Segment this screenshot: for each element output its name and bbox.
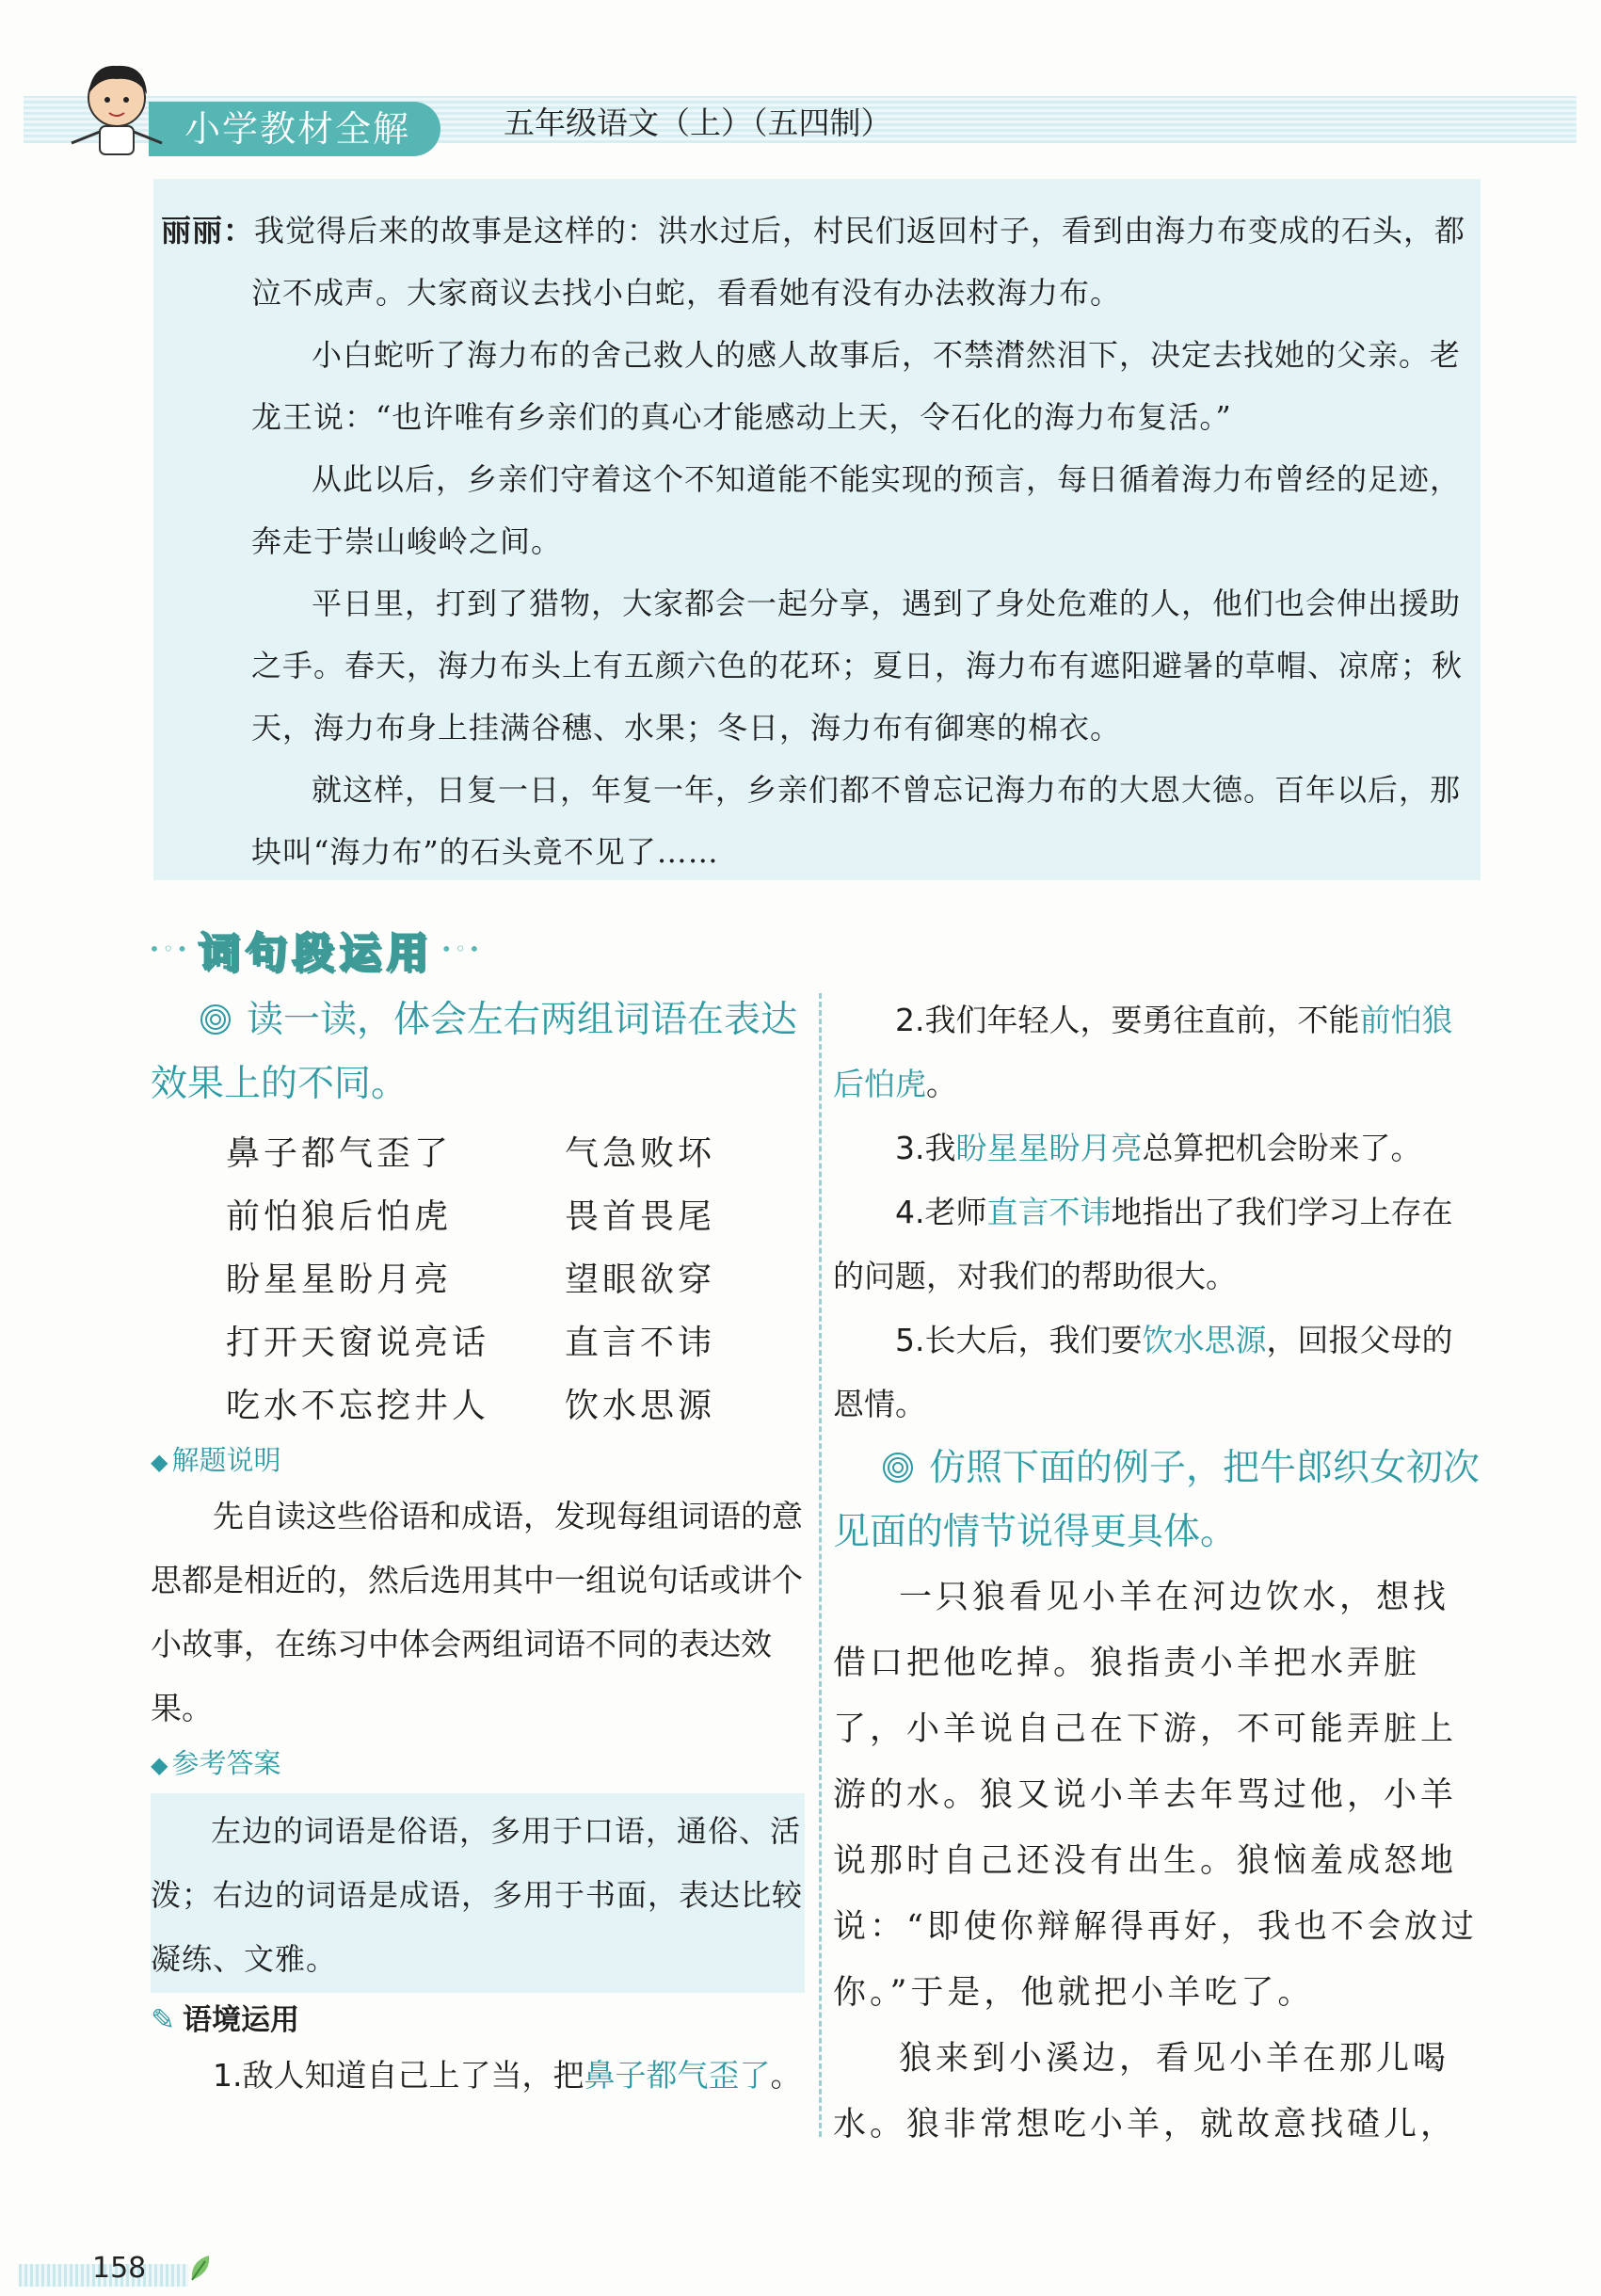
word-pair-row	[226, 1248, 805, 1311]
sentence-3-post: 总算把机会盼来了。	[1142, 1130, 1422, 1166]
sentence-5-post: ，回报父母的恩情。	[833, 1322, 1453, 1422]
question-2-heading	[833, 1437, 1482, 1565]
idiom: 饮水思源	[565, 1387, 716, 1425]
story-text-1: 我觉得后来的故事是这样的：洪水过后，村民们返回村子，看到由海力布变成的石头，都泣不成声。大家商议去找小白蛇，看看她有没有办法救海力布。	[251, 213, 1466, 311]
spiral-icon	[200, 1003, 232, 1036]
answer-tag-text: 参考答案	[171, 1747, 281, 1779]
page-number: 158	[92, 2252, 147, 2285]
sentence-1-pre: 1.敌人知道自己上了当，把	[213, 2057, 584, 2094]
sentence-2-pre: 2.我们年轻人，要勇往直前，不能	[895, 1002, 1360, 1038]
story-paragraph-1	[161, 200, 1469, 324]
sentence-4-highlight: 直言不讳	[986, 1194, 1112, 1230]
explain-tag	[151, 1437, 805, 1485]
question-1-heading	[151, 988, 805, 1116]
spiral-icon	[882, 1452, 914, 1484]
cartoon-boy-icon	[58, 56, 181, 162]
proverb: 盼星星盼月亮	[226, 1260, 453, 1299]
book-title-badge: 小学教材全解	[149, 102, 440, 156]
page-header	[0, 56, 1601, 160]
word-pairs	[226, 1122, 805, 1437]
idiom: 畏首畏尾	[565, 1197, 716, 1236]
dots-decoration-right: •◦•	[440, 938, 483, 960]
column-divider	[819, 993, 822, 2137]
sentence-2-highlight: 前怕狼后怕虎	[833, 1002, 1453, 1102]
sentence-4-pre: 4.老师	[895, 1194, 987, 1230]
answer-text: 左边的词语是俗语，多用于口语，通俗、活泼；右边的词语是成语，多用于书面，表达比较凝练、文雅。	[151, 1813, 804, 1977]
section-title-text: 词句段运用	[198, 929, 434, 977]
pen-icon: ✎	[151, 2003, 175, 2037]
sentence-4-post: 地指出了我们学习上存在的问题，对我们的帮助很大。	[833, 1194, 1453, 1294]
story-paragraph-3: 从此以后，乡亲们守着这个不知道能不能实现的预言，每日循着海力布曾经的足迹，奔走于崇山峻岭之间。	[251, 461, 1462, 559]
sentence-3	[833, 1116, 1482, 1180]
idiom: 望眼欲穿	[565, 1260, 716, 1299]
sentence-5-highlight: 饮水思源	[1142, 1322, 1267, 1358]
sentence-4	[833, 1180, 1482, 1309]
speaker-label: 丽丽：	[161, 213, 255, 249]
sentence-1-post: 。	[770, 2057, 802, 2094]
sentence-1-highlight: 鼻子都气歪了	[584, 2057, 771, 2094]
diamond-icon: ◆	[151, 1449, 168, 1475]
diamond-icon: ◆	[151, 1752, 168, 1778]
proverb: 前怕狼后怕虎	[226, 1197, 453, 1236]
explain-tag-text: 解题说明	[171, 1444, 281, 1476]
section-title	[149, 921, 483, 977]
sentence-2-post: 。	[926, 1066, 957, 1102]
proverb: 吃水不忘挖井人	[226, 1387, 490, 1425]
sentence-1	[151, 2044, 805, 2108]
explain-text: 先自读这些俗语和成语，发现每组词语的意思都是相近的，然后选用其中一组说句话或讲个小故事，在练习中体会两组词语不同的表达效果。	[151, 1498, 803, 1726]
context-tag-text: 语境运用	[182, 2003, 299, 2037]
story-box	[153, 179, 1481, 880]
word-pair-row	[226, 1185, 805, 1248]
word-pair-row	[226, 1374, 805, 1437]
left-column	[151, 988, 805, 2108]
sentence-2	[833, 988, 1482, 1116]
answer-tag	[151, 1741, 805, 1788]
idiom: 直言不讳	[565, 1324, 716, 1362]
right-column	[833, 988, 1482, 2158]
story-paragraph-2: 小白蛇听了海力布的舍己救人的感人故事后，不禁潸然泪下，决定去找她的父亲。老龙王说：“也许唯有乡亲们的真心才能感动上天，令石化的海力布复活。”	[251, 337, 1462, 435]
answer-box	[151, 1793, 805, 1993]
dots-decoration-left: •◦•	[149, 938, 191, 960]
proverb: 鼻子都气歪了	[226, 1134, 453, 1173]
word-pair-row	[226, 1311, 805, 1374]
book-subtitle: 五年级语文（上）（五四制）	[504, 104, 892, 141]
sentence-3-pre: 3.我	[895, 1130, 956, 1166]
story-paragraph-4: 平日里，打到了猎物，大家都会一起分享，遇到了身处危难的人，他们也会伸出援助之手。春天，海力布头上有五颜六色的花环；夏日，海力布有遮阳避暑的草帽、凉席；秋天，海力布身上挂满谷穗、水果；冬日，海力布有御寒的棉衣。	[251, 586, 1464, 746]
sentence-5-pre: 5.长大后，我们要	[895, 1322, 1143, 1358]
question-1-text: 读一读，体会左右两组词语在表达效果上的不同。	[151, 999, 798, 1105]
example-paragraph-2: 狼来到小溪边，看见小羊在那儿喝水。狼非常想吃小羊，就故意找碴儿，	[833, 2040, 1458, 2143]
idiom: 气急败坏	[565, 1134, 716, 1173]
question-2-text: 仿照下面的例子，把牛郎织女初次见面的情节说得更具体。	[833, 1447, 1481, 1553]
sentence-5	[833, 1309, 1482, 1437]
context-tag	[151, 1997, 805, 2044]
sentence-3-highlight: 盼星星盼月亮	[955, 1130, 1143, 1166]
example-paragraph-1: 一只狼看见小羊在河边饮水，想找借口把他吃掉。狼指责小羊把水弄脏了，小羊说自己在下游，不可能弄脏上游的水。狼又说小羊去年骂过他，小羊说那时自己还没有出生。狼恼羞成怒地说：“即使你辩解得再好，我也不会放过你。”于是，他就把小羊吃了。	[833, 1579, 1478, 2012]
proverb: 打开天窗说亮话	[226, 1324, 490, 1362]
leaf-icon	[188, 2252, 213, 2284]
story-paragraph-5: 就这样，日复一日，年复一年，乡亲们都不曾忘记海力布的大恩大德。百年以后，那块叫“海力布”的石头竟不见了……	[251, 772, 1462, 870]
word-pair-row	[226, 1122, 805, 1185]
